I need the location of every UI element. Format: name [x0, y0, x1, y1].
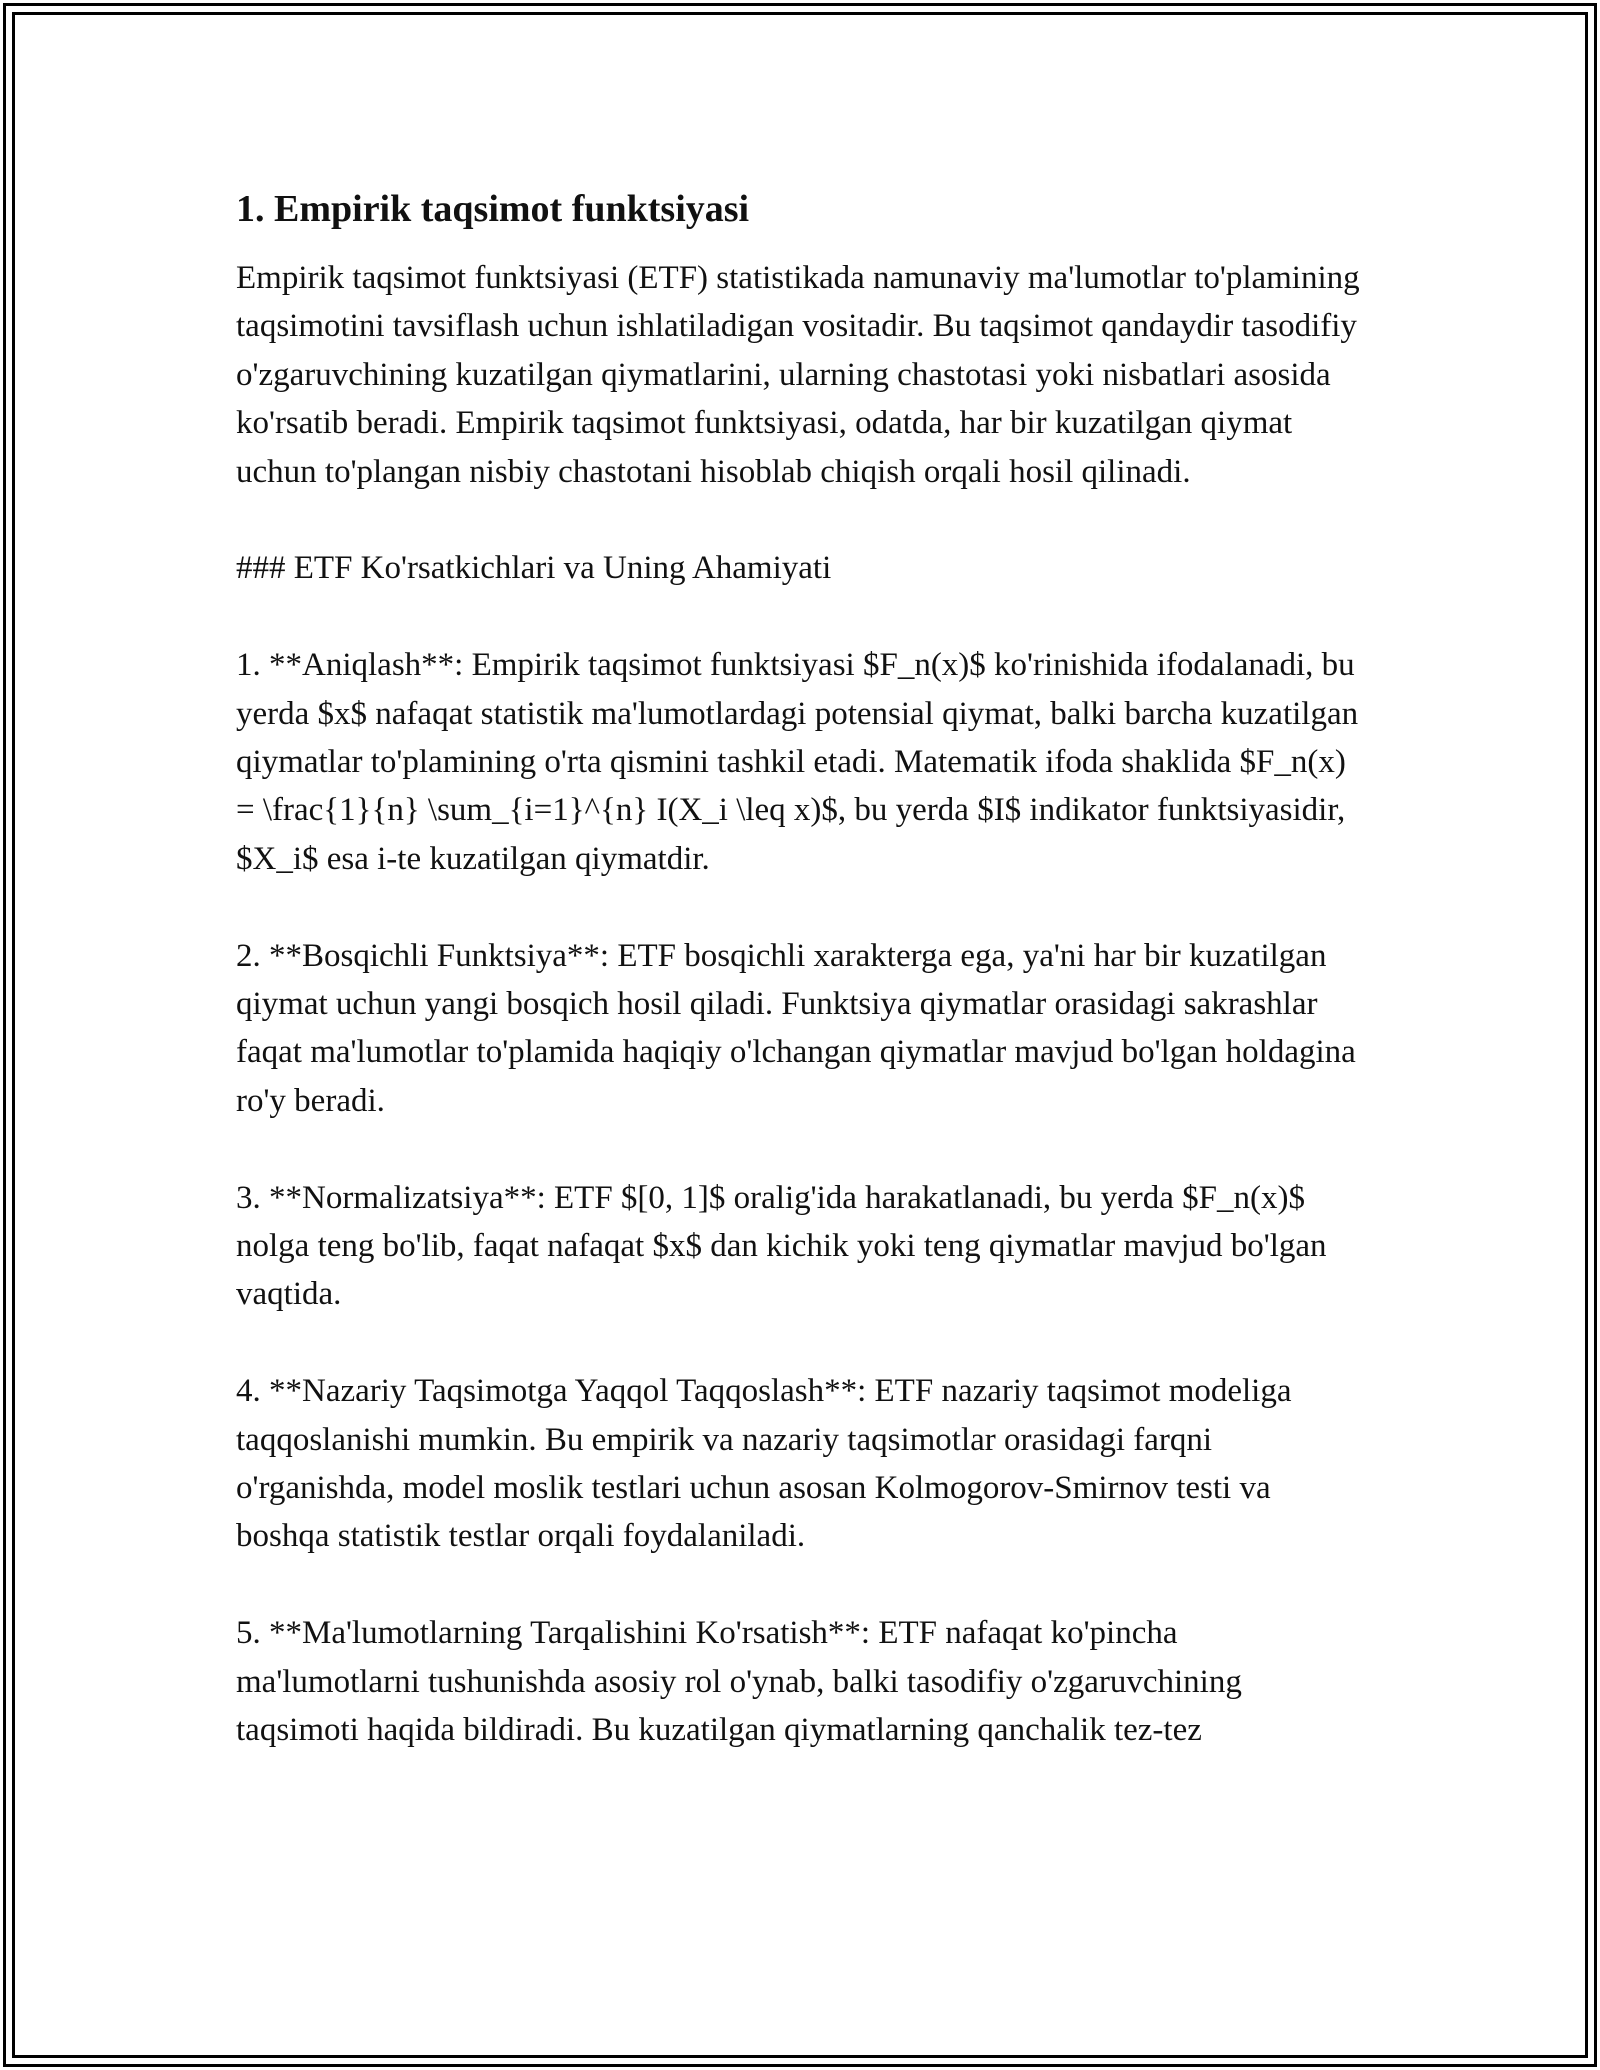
list-item-aniqlash: 1. **Aniqlash**: Empirik taqsimot funktsiyasi $F_n(x)$ ko'rinishida ifodalanadi, bu yerda $x$ nafaqat statistik ma'lumotlardagi potensial qiymat, balki barcha kuzatilgan qiymatlar to'plamining o'rta qismini tashkil etadi. Matematik ifoda shaklida $F_n(x) = \frac{1}{n} \sum_{i=1}^{n} I(X_i \leq x)$, bu yerda $I$ indikator funktsiyasidir, $X_i$ esa i-te kuzatilgan qiymatdir.: [236, 647, 1359, 877]
intro-paragraph: Empirik taqsimot funktsiyasi (ETF) statistikada namunaviy ma'lumotlar to'plamining taqsimotini tavsiflash uchun ishlatiladigan vositadir. Bu taqsimot qandaydir tasodifiy o'zgaruvchining kuzatilgan qiymatlarini, ularning chastotasi yoki nisbatlari asosida ko'rsatib beradi. Empirik taqsimot funktsiyasi, odatda, har bir kuzatilgan qiymat uchun to'plangan nisbiy chastotani hisoblab chiqish orqali hosil qilinadi.: [236, 260, 1360, 490]
document-body: [236, 186, 1366, 1755]
section-heading: 1. Empirik taqsimot funktsiyasi: [236, 188, 750, 230]
list-item-tarqalish: 5. **Ma'lumotlarning Tarqalishini Ko'rsatish**: ETF nafaqat ko'pincha ma'lumotlarni tushunishda asosiy rol o'ynab, balki tasodifiy o'zgaruvchining taqsimoti haqida bildiradi. Bu kuzatilgan qiymatlarning qanchalik tez-tez: [236, 1615, 1242, 1749]
subheading-paragraph: ### ETF Ko'rsatkichlari va Uning Ahamiyati: [236, 550, 832, 587]
list-item-nazariy-taqsimot: 4. **Nazariy Taqsimotga Yaqqol Taqqoslash**: ETF nazariy taqsimot modeliga taqqoslanishi mumkin. Bu empirik va nazariy taqsimotlar orasidagi farqni o'rganishda, model moslik testlari uchun asosan Kolmogorov-Smirnov testi va boshqa statistik testlar orqali foydalaniladi.: [236, 1373, 1292, 1555]
list-item-bosqichli-funktsiya: 2. **Bosqichli Funktsiya**: ETF bosqichli xarakterga ega, ya'ni har bir kuzatilgan qiymat uchun yangi bosqich hosil qiladi. Funktsiya qiymatlar orasidagi sakrashlar faqat ma'lumotlar to'plamida haqiqiy o'lchangan qiymatlar mavjud bo'lgan holdagina ro'y beradi.: [236, 937, 1356, 1119]
list-item-normalizatsiya: 3. **Normalizatsiya**: ETF $[0, 1]$ oralig'ida harakatlanadi, bu yerda $F_n(x)$ nolga teng bo'lib, faqat nafaqat $x$ dan kichik yoki teng qiymatlar mavjud bo'lgan vaqtida.: [236, 1179, 1327, 1313]
